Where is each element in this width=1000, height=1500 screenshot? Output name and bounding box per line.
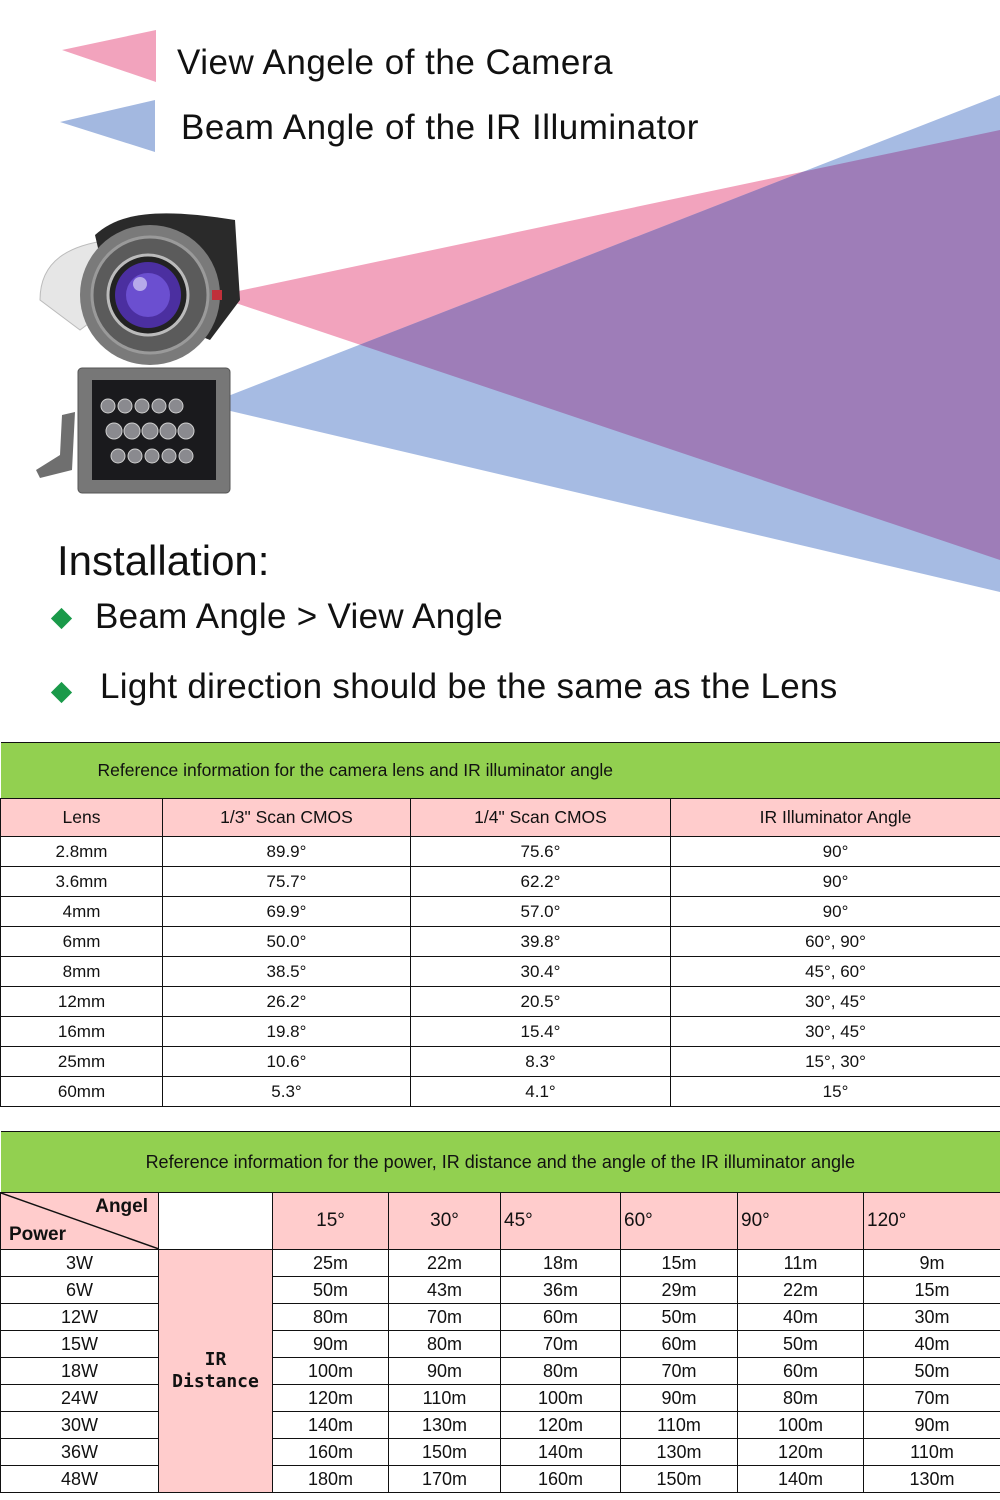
table-row (1, 897, 1000, 927)
table-cell: 19.8° (163, 1017, 411, 1047)
table1-header-ir-angle: IR Illuminator Angle (671, 799, 1000, 837)
table-cell: 89.9° (163, 837, 411, 867)
table1-header-lens: Lens (1, 799, 163, 837)
distance-cell: 150m (389, 1439, 501, 1466)
angle-header: 45° (501, 1193, 621, 1250)
ir-label: IR (204, 1349, 227, 1370)
table-cell: 8mm (1, 957, 163, 987)
distance-cell: 60m (738, 1358, 864, 1385)
table-row (1, 1385, 1000, 1412)
distance-cell: 80m (738, 1385, 864, 1412)
table-cell: 38.5° (163, 957, 411, 987)
table-row (1, 1250, 1000, 1277)
power-cell: 30W (1, 1412, 159, 1439)
table-row (1, 1047, 1000, 1077)
table-cell: 57.0° (411, 897, 671, 927)
table-cell: 69.9° (163, 897, 411, 927)
blue-triangle-icon (60, 100, 155, 152)
distance-cell: 90m (864, 1412, 1000, 1439)
corner-header-cell (1, 1193, 159, 1250)
angle-header: 120° (864, 1193, 1000, 1250)
table1-header-1-4-cmos: 1/4" Scan CMOS (411, 799, 671, 837)
distance-cell: 30m (864, 1304, 1000, 1331)
table-cell: 2.8mm (1, 837, 163, 867)
distance-cell: 140m (273, 1412, 389, 1439)
distance-cell: 110m (389, 1385, 501, 1412)
power-cell: 3W (1, 1250, 159, 1277)
distance-label: Distance (172, 1371, 259, 1392)
table-cell: 20.5° (411, 987, 671, 1017)
angle-header: 60° (621, 1193, 738, 1250)
ir-illuminator-icon (36, 368, 230, 493)
table-row (1, 867, 1000, 897)
security-camera-icon (40, 213, 240, 365)
angle-header: 30° (389, 1193, 501, 1250)
distance-cell: 25m (273, 1250, 389, 1277)
distance-cell: 11m (738, 1250, 864, 1277)
table-cell: 60°, 90° (671, 927, 1000, 957)
installation-bullet-2: Light direction should be the same as the Lens (100, 667, 838, 706)
legend-label-beam-angle: Beam Angle of the IR Illuminator (181, 108, 699, 147)
table-row (1, 1466, 1000, 1493)
distance-cell: 120m (273, 1385, 389, 1412)
table-cell: 90° (671, 837, 1000, 867)
table-row (1, 837, 1000, 867)
table-row (1, 927, 1000, 957)
distance-cell: 36m (501, 1277, 621, 1304)
table-cell: 75.7° (163, 867, 411, 897)
distance-cell: 29m (621, 1277, 738, 1304)
table-cell: 8.3° (411, 1047, 671, 1077)
angle-header: 90° (738, 1193, 864, 1250)
distance-cell: 70m (501, 1331, 621, 1358)
table-row (1, 1077, 1000, 1107)
table-cell: 3.6mm (1, 867, 163, 897)
table-row (1, 957, 1000, 987)
distance-cell: 120m (738, 1439, 864, 1466)
ir-distance-merged-cell (159, 1250, 273, 1493)
distance-cell: 110m (621, 1412, 738, 1439)
distance-cell: 50m (864, 1358, 1000, 1385)
distance-cell: 100m (273, 1358, 389, 1385)
table-cell: 26.2° (163, 987, 411, 1017)
table-cell: 90° (671, 867, 1000, 897)
distance-cell: 43m (389, 1277, 501, 1304)
table-cell: 30°, 45° (671, 1017, 1000, 1047)
pink-triangle-icon (62, 30, 156, 82)
corner-label-power: Power (9, 1224, 67, 1245)
installation-title: Installation: (57, 537, 270, 584)
table-cell: 15° (671, 1077, 1000, 1107)
distance-cell: 50m (621, 1304, 738, 1331)
power-cell: 48W (1, 1466, 159, 1493)
distance-cell: 15m (621, 1250, 738, 1277)
table-cell: 10.6° (163, 1047, 411, 1077)
power-cell: 12W (1, 1304, 159, 1331)
distance-cell: 170m (389, 1466, 501, 1493)
blank-header-cell (159, 1193, 273, 1250)
distance-cell: 150m (621, 1466, 738, 1493)
distance-cell: 130m (864, 1466, 1000, 1493)
table-cell: 15°, 30° (671, 1047, 1000, 1077)
distance-cell: 80m (273, 1304, 389, 1331)
power-cell: 6W (1, 1277, 159, 1304)
table-cell: 30°, 45° (671, 987, 1000, 1017)
table-row (1, 1017, 1000, 1047)
table-row (1, 1439, 1000, 1466)
table-row (1, 1304, 1000, 1331)
distance-cell: 140m (501, 1439, 621, 1466)
installation-bullet-1: Beam Angle > View Angle (95, 597, 504, 636)
distance-cell: 120m (501, 1412, 621, 1439)
power-cell: 24W (1, 1385, 159, 1412)
table-cell: 60mm (1, 1077, 163, 1107)
distance-cell: 70m (389, 1304, 501, 1331)
distance-cell: 60m (621, 1331, 738, 1358)
table-cell: 4.1° (411, 1077, 671, 1107)
distance-cell: 70m (864, 1385, 1000, 1412)
table1-header-row (1, 799, 1000, 837)
distance-cell: 15m (864, 1277, 1000, 1304)
table-cell: 5.3° (163, 1077, 411, 1107)
table-cell: 4mm (1, 897, 163, 927)
table2-title: Reference information for the power, IR distance and the angle of the IR illuminator angle (1, 1132, 1000, 1193)
distance-cell: 160m (273, 1439, 389, 1466)
distance-cell: 90m (389, 1358, 501, 1385)
lens-angle-table (0, 742, 1000, 1107)
corner-label-angel: Angel (95, 1196, 148, 1217)
distance-cell: 50m (738, 1331, 864, 1358)
distance-cell: 80m (389, 1331, 501, 1358)
table-cell: 39.8° (411, 927, 671, 957)
distance-cell: 100m (501, 1385, 621, 1412)
table-cell: 62.2° (411, 867, 671, 897)
power-cell: 18W (1, 1358, 159, 1385)
distance-cell: 22m (389, 1250, 501, 1277)
table-cell: 50.0° (163, 927, 411, 957)
table-cell: 12mm (1, 987, 163, 1017)
distance-cell: 9m (864, 1250, 1000, 1277)
table-cell: 15.4° (411, 1017, 671, 1047)
power-cell: 15W (1, 1331, 159, 1358)
table-row (1, 1331, 1000, 1358)
distance-cell: 90m (621, 1385, 738, 1412)
legend-label-view-angle: View Angele of the Camera (177, 43, 614, 82)
table2-header-row (1, 1193, 1000, 1250)
power-distance-table (0, 1131, 1000, 1493)
distance-cell: 18m (501, 1250, 621, 1277)
table-row (1, 1358, 1000, 1385)
distance-cell: 180m (273, 1466, 389, 1493)
distance-cell: 130m (389, 1412, 501, 1439)
distance-cell: 22m (738, 1277, 864, 1304)
angle-header: 15° (273, 1193, 389, 1250)
distance-cell: 50m (273, 1277, 389, 1304)
table-cell: 25mm (1, 1047, 163, 1077)
table-cell: 45°, 60° (671, 957, 1000, 987)
table1-title: Reference information for the camera lens and IR illuminator angle (1, 743, 1000, 799)
distance-cell: 80m (501, 1358, 621, 1385)
table-row (1, 987, 1000, 1017)
distance-cell: 90m (273, 1331, 389, 1358)
distance-cell: 100m (738, 1412, 864, 1439)
table-row (1, 1277, 1000, 1304)
table-cell: 30.4° (411, 957, 671, 987)
distance-cell: 60m (501, 1304, 621, 1331)
table1-header-1-3-cmos: 1/3" Scan CMOS (163, 799, 411, 837)
distance-cell: 140m (738, 1466, 864, 1493)
table-cell: 16mm (1, 1017, 163, 1047)
table-cell: 75.6° (411, 837, 671, 867)
distance-cell: 40m (738, 1304, 864, 1331)
power-cell: 36W (1, 1439, 159, 1466)
distance-cell: 160m (501, 1466, 621, 1493)
table-cell: 90° (671, 897, 1000, 927)
table-cell: 6mm (1, 927, 163, 957)
table-row (1, 1412, 1000, 1439)
distance-cell: 70m (621, 1358, 738, 1385)
distance-cell: 40m (864, 1331, 1000, 1358)
distance-cell: 110m (864, 1439, 1000, 1466)
distance-cell: 130m (621, 1439, 738, 1466)
